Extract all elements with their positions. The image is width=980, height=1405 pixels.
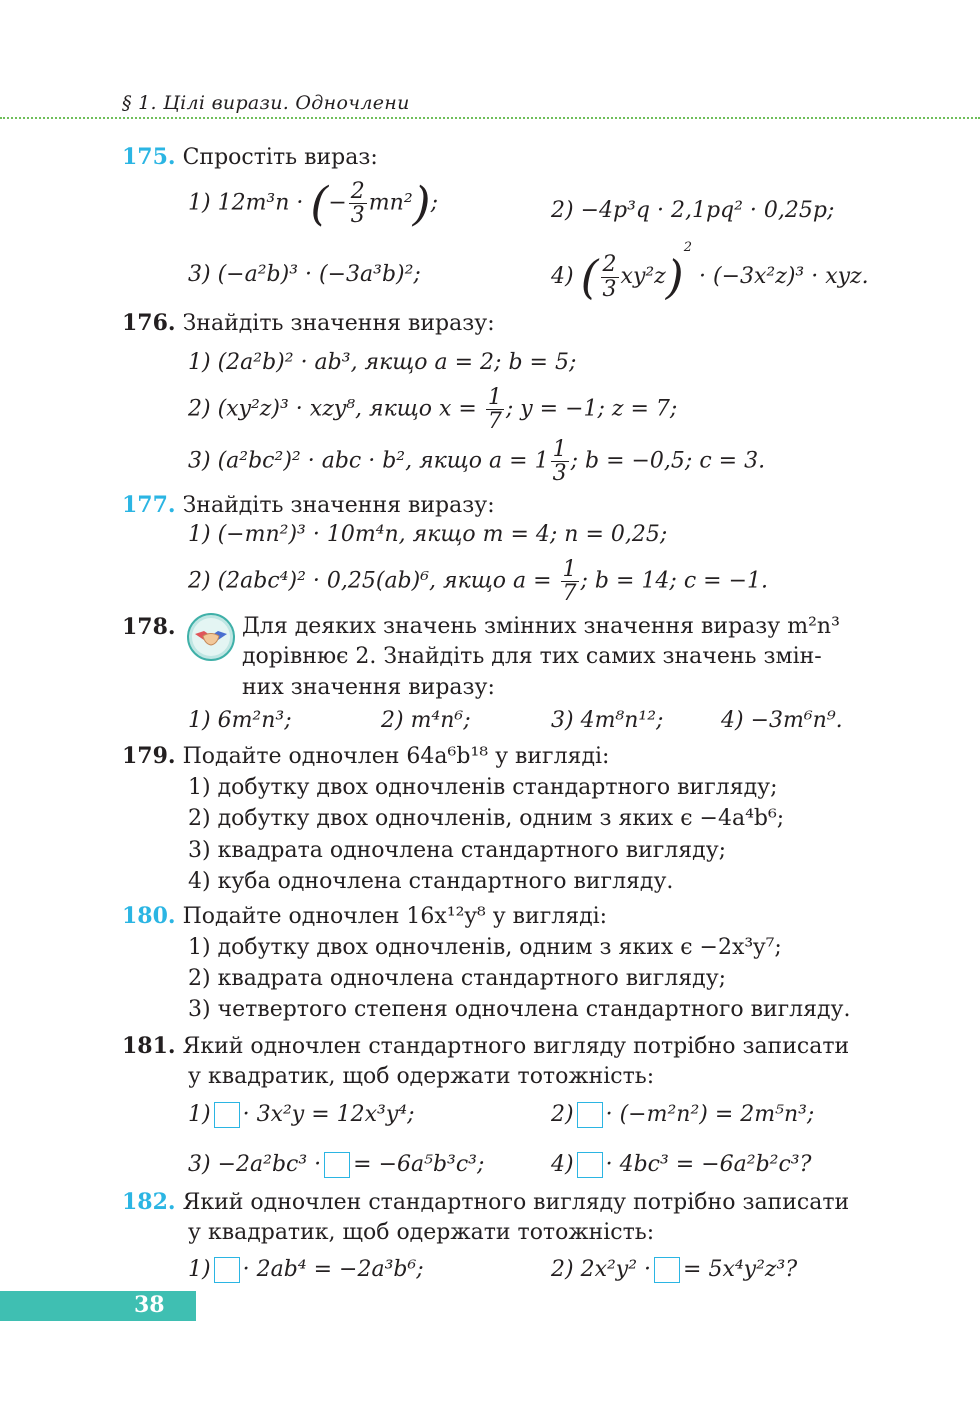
exercise-number: 180.	[122, 903, 176, 929]
answer-box[interactable]	[214, 1257, 240, 1283]
exercise-number: 181.	[122, 1033, 176, 1059]
denominator: 3	[350, 203, 365, 229]
exercise-prompt: Подайте одночлен 64a⁶b¹⁸ у вигляді:	[182, 744, 610, 769]
exercise-179-item-1: 1) добутку двох одночленів стандартного вигляду;	[188, 775, 778, 800]
exercise-number: 178.	[122, 614, 176, 640]
dotted-divider	[0, 117, 980, 119]
exponent: 2	[683, 240, 693, 255]
page-number: 38	[134, 1292, 165, 1318]
item-label: 1)	[188, 1257, 211, 1282]
numerator: 1	[562, 557, 577, 582]
denominator: 3	[552, 461, 567, 487]
exercise-175-item-2: 2) −4p³q · 2,1pq² · 0,25p;	[551, 198, 835, 223]
exercise-180-heading	[122, 903, 607, 930]
exercise-179-item-4: 4) куба одночлена стандартного вигляду.	[188, 869, 674, 894]
right-paren: )	[412, 176, 431, 231]
exercise-176-item-1: 1) (2a²b)² · ab³, якщо a = 2; b = 5;	[188, 350, 577, 375]
exercise-178-option-2: 2) m⁴n⁶;	[381, 708, 471, 733]
exercise-176-item-2	[188, 386, 677, 433]
page-number-bar	[0, 1291, 196, 1321]
exercise-number: 175.	[122, 144, 176, 170]
exercise-181-item-2	[551, 1102, 814, 1128]
answer-box[interactable]	[654, 1257, 680, 1283]
exercise-prompt: Знайдіть значення виразу:	[182, 311, 495, 336]
exercise-180-item-1: 1) добутку двох одночленів, одним з яких є −2x³y⁷;	[188, 935, 782, 960]
exercise-179-item-2: 2) добутку двох одночленів, одним з яких є −4a⁴b⁶;	[188, 806, 785, 831]
numerator: 1	[552, 437, 567, 462]
expression-text: ; b = −0,5; c = 3.	[570, 448, 766, 474]
expression-text: ; b = 14; c = −1.	[580, 568, 769, 594]
exercise-prompt: Спростіть вираз:	[182, 145, 378, 170]
expression-text: mn²	[368, 190, 413, 216]
exercise-181-heading	[122, 1033, 849, 1060]
expression-text: · 3x²y = 12x³y⁴;	[242, 1102, 415, 1127]
exercise-prompt: Знайдіть значення виразу:	[182, 493, 495, 518]
fraction	[349, 180, 367, 227]
exercise-179-item-3: 3) квадрата одночлена стандартного вигляду;	[188, 838, 727, 863]
denominator: 7	[487, 409, 502, 435]
exercise-number: 179.	[122, 743, 176, 769]
answer-box[interactable]	[214, 1102, 240, 1128]
exercise-175-item-4	[551, 240, 869, 304]
exercise-181-item-4	[551, 1152, 811, 1178]
left-paren: (	[580, 250, 599, 304]
exercise-177-item-2	[188, 558, 768, 605]
exercise-182-heading	[122, 1189, 849, 1216]
exercise-prompt: Подайте одночлен 16x¹²y⁸ у вигляді:	[182, 904, 608, 929]
item-label: 2)	[551, 1102, 574, 1127]
expression-text: 1) 12m³n ·	[188, 190, 311, 216]
numerator: 2	[350, 179, 365, 204]
exercise-178-option-4: 4) −3m⁶n⁹.	[721, 708, 843, 733]
expression-text: · 2ab⁴ = −2a³b⁶;	[242, 1257, 424, 1282]
exercise-178-line-2: дорівнює 2. Знайдіть для тих самих значень змін-	[242, 644, 822, 669]
item-label: 4)	[551, 264, 581, 289]
expression-text: 2) (2abc⁴)² · 0,25(ab)⁶, якщо a =	[188, 568, 559, 594]
exercise-176-heading	[122, 310, 495, 337]
exercise-178-number	[122, 614, 176, 641]
exercise-number: 177.	[122, 492, 176, 518]
fraction	[551, 438, 569, 485]
answer-box[interactable]	[577, 1152, 603, 1178]
exercise-181-line-2: у квадратик, щоб одержати тотожність:	[188, 1064, 655, 1089]
minus-sign: −	[328, 190, 347, 216]
expression-text: 3) (a²bc²)² · abc · b², якщо a = 1	[188, 448, 549, 474]
right-paren: )	[665, 250, 684, 304]
fraction	[486, 386, 504, 433]
exercise-182-line-2: у квадратик, щоб одержати тотожність:	[188, 1220, 655, 1245]
exercise-180-item-3: 3) четвертого степеня одночлена стандартного вигляду.	[188, 997, 851, 1022]
exercise-179-heading	[122, 743, 609, 770]
exercise-178-option-1: 1) 6m²n³;	[188, 708, 292, 733]
expression-text: · (−m²n²) = 2m⁵n³;	[605, 1102, 815, 1127]
denominator: 7	[562, 581, 577, 607]
numerator: 1	[487, 385, 502, 410]
exercise-175-item-3: 3) (−a²b)³ · (−3a³b)²;	[188, 262, 421, 287]
exercise-number: 182.	[122, 1189, 176, 1215]
expression-text: 2) (xy²z)³ · xzy⁸, якщо x =	[188, 396, 484, 422]
exercise-176-item-3	[188, 438, 765, 485]
exercise-182-item-2	[551, 1257, 797, 1283]
item-label: 4)	[551, 1152, 574, 1177]
expression-text: xy²z	[620, 264, 666, 289]
item-label: 3) −2a²bc³ ·	[188, 1152, 322, 1177]
exercise-181-item-3	[188, 1152, 484, 1178]
item-label: 2) 2x²y² ·	[551, 1257, 652, 1282]
exercise-181-item-1	[188, 1102, 415, 1128]
handshake-icon	[186, 612, 236, 662]
exercise-number: 176.	[122, 310, 176, 336]
numerator: 2	[602, 252, 617, 278]
left-paren: (	[310, 176, 329, 231]
expression-text: = −6a⁵b³c³;	[353, 1152, 485, 1177]
exercise-175-heading	[122, 144, 378, 171]
exercise-182-item-1	[188, 1257, 424, 1283]
expression-text: = 5x⁴y²z³?	[683, 1257, 798, 1282]
exercise-177-heading	[122, 492, 495, 519]
running-header: § 1. Цілі вирази. Одночлени	[122, 92, 410, 114]
exercise-178-line-3: них значення виразу:	[242, 675, 495, 700]
exercise-177-item-1: 1) (−mn²)³ · 10m⁴n, якщо m = 4; n = 0,25;	[188, 522, 668, 547]
semicolon: ;	[430, 190, 439, 216]
answer-box[interactable]	[577, 1102, 603, 1128]
exercise-prompt-line-1: Який одночлен стандартного вигляду потрібно записати	[182, 1190, 850, 1215]
expression-text: · (−3x²z)³ · xyz.	[692, 264, 869, 289]
exercise-178-line-1: Для деяких значень змінних значення виразу m²n³	[242, 614, 840, 639]
expression-text: ; y = −1; z = 7;	[505, 396, 678, 422]
fraction	[601, 253, 619, 300]
item-label: 1)	[188, 1102, 211, 1127]
fraction	[561, 558, 579, 605]
exercise-180-item-2: 2) квадрата одночлена стандартного вигляду;	[188, 966, 727, 991]
exercise-175-item-1	[188, 176, 439, 231]
expression-text: · 4bc³ = −6a²b²c³?	[605, 1152, 812, 1177]
exercise-prompt-line-1: Який одночлен стандартного вигляду потрібно записати	[182, 1034, 850, 1059]
answer-box[interactable]	[324, 1152, 350, 1178]
denominator: 3	[602, 276, 617, 302]
exercise-178-option-3: 3) 4m⁸n¹²;	[551, 708, 664, 733]
